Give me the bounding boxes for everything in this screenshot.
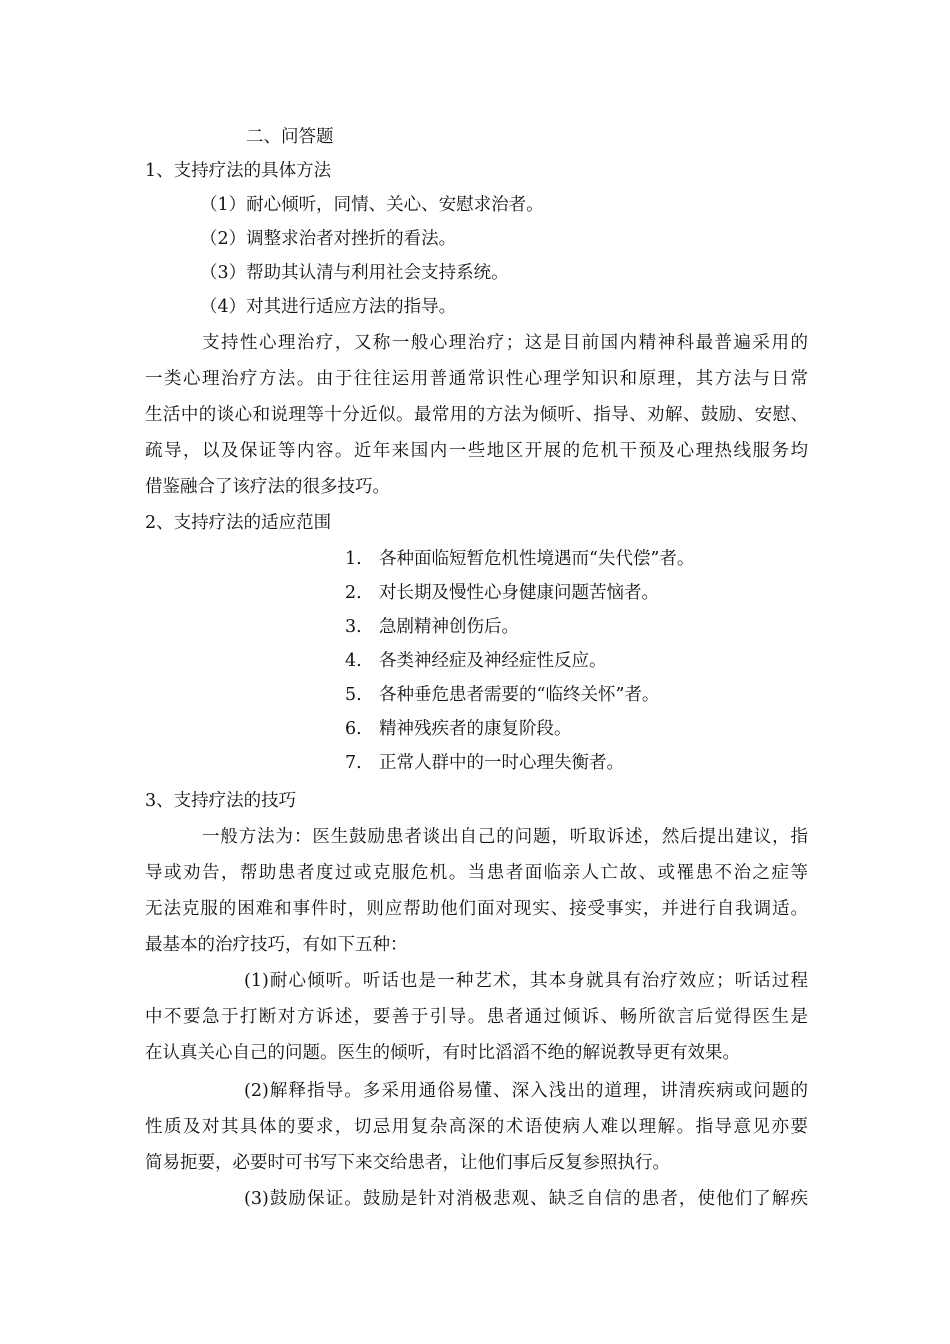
q1-paragraph-line-4: 疏导，以及保证等内容。近年来国内一些地区开展的危机干预及心理热线服务均 [145, 441, 808, 461]
q2-item-text: 各种面临短暂危机性境遇而“失代偿”者。 [379, 549, 695, 569]
q2-item-text: 各种垂危患者需要的“临终关怀”者。 [379, 685, 660, 705]
q2-item-text: 对长期及慢性心身健康问题苦恼者。 [379, 583, 659, 603]
q2-item-number: 7. [345, 753, 362, 773]
q3-intro-line-1: 一般方法为：医生鼓励患者谈出自己的问题，听取诉述，然后提出建议，指 [202, 827, 808, 847]
q2-item-text: 正常人群中的一时心理失衡者。 [379, 753, 624, 773]
q2-item-text: 急剧精神创伤后。 [379, 617, 519, 637]
q2-item-text: 各类神经症及神经症性反应。 [379, 651, 607, 671]
q1-paragraph-line-2: 一类心理治疗方法。由于往往运用普通常识性心理学知识和原理，其方法与日常 [145, 369, 808, 389]
q1-item-2: （2）调整求治者对挫折的看法。 [200, 229, 457, 249]
q3-technique-2-line-3: 简易扼要，必要时可书写下来交给患者，让他们事后反复参照执行。 [145, 1153, 670, 1173]
q2-item-number: 6. [345, 719, 362, 739]
q3-technique-1-line-3: 在认真关心自己的问题。医生的倾听，有时比滔滔不绝的解说教导更有效果。 [145, 1043, 740, 1063]
q2-heading: 2、支持疗法的适应范围 [145, 513, 332, 533]
section-title: 二、问答题 [246, 127, 334, 147]
q3-intro-line-4: 最基本的治疗技巧，有如下五种： [145, 935, 408, 955]
q1-paragraph-line-3: 生活中的谈心和说理等十分近似。最常用的方法为倾听、指导、劝解、鼓励、安慰、 [145, 405, 808, 425]
q3-technique-1-line-1: (1)耐心倾听。听话也是一种艺术，其本身就具有治疗效应；听话过程 [244, 971, 808, 991]
q2-item-3 [345, 612, 519, 642]
q2-item-1 [345, 544, 694, 574]
q3-technique-2-line-2: 性质及对其具体的要求，切忌用复杂高深的术语使病人难以理解。指导意见亦要 [145, 1117, 808, 1137]
q1-heading: 1、支持疗法的具体方法 [145, 161, 332, 181]
q2-item-text: 精神残疾者的康复阶段。 [379, 719, 572, 739]
q2-item-4 [345, 646, 607, 676]
q2-item-6 [345, 714, 572, 744]
q2-item-number: 4. [345, 651, 362, 671]
q1-item-4: （4）对其进行适应方法的指导。 [200, 297, 457, 317]
q2-item-2 [345, 578, 659, 608]
q3-technique-3-line-1: (3)鼓励保证。鼓励是针对消极悲观、缺乏自信的患者，使他们了解疾 [244, 1189, 808, 1209]
q2-item-number: 3. [345, 617, 362, 637]
q2-item-7 [345, 748, 624, 778]
q1-item-1: （1）耐心倾听，同情、关心、安慰求治者。 [200, 195, 544, 215]
q3-intro-line-2: 导或劝告，帮助患者度过或克服危机。当患者面临亲人亡故、或罹患不治之症等 [145, 863, 808, 883]
q2-item-number: 5. [345, 685, 362, 705]
q3-technique-1-line-2: 中不要急于打断对方诉述，要善于引导。患者通过倾诉、畅所欲言后觉得医生是 [145, 1007, 808, 1027]
q2-item-number: 2. [345, 583, 362, 603]
q2-item-number: 1. [345, 549, 362, 569]
q1-paragraph-line-1: 支持性心理治疗，又称一般心理治疗；这是目前国内精神科最普遍采用的 [202, 333, 808, 353]
q1-item-3: （3）帮助其认清与利用社会支持系统。 [200, 263, 509, 283]
q3-technique-2-line-1: (2)解释指导。多采用通俗易懂、深入浅出的道理，讲清疾病或问题的 [244, 1081, 808, 1101]
q3-intro-line-3: 无法克服的困难和事件时，则应帮助他们面对现实、接受事实，并进行自我调适。 [145, 899, 808, 919]
q3-heading: 3、支持疗法的技巧 [145, 791, 297, 811]
q1-paragraph-line-5: 借鉴融合了该疗法的很多技巧。 [145, 477, 390, 497]
q2-item-5 [345, 680, 659, 710]
